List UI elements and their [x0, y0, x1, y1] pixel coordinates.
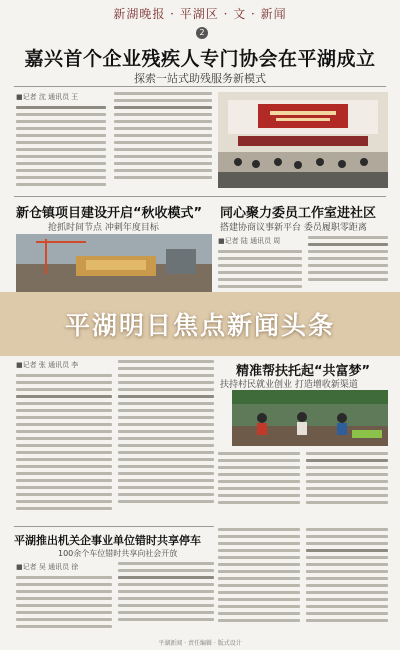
- story-column: [118, 562, 214, 636]
- construction-photo: [16, 234, 212, 292]
- story-subtitle: 搭建协商议事新平台 委员履职零距离: [220, 223, 367, 233]
- story-title: 平湖推出机关企事业单位错时共享停车: [14, 534, 201, 547]
- story-column: [218, 452, 300, 522]
- story-column: [16, 360, 112, 520]
- lead-headline: 嘉兴首个企业残疾人专门协会在平湖成立: [24, 48, 376, 70]
- byline: ■记者 张 通讯员 李: [16, 361, 79, 369]
- story-column: [218, 528, 300, 636]
- meeting-hall-image: [218, 92, 388, 188]
- headline-banner: [0, 292, 400, 356]
- market-stall-image: [232, 390, 388, 446]
- story-column: [16, 562, 112, 636]
- byline: ■记者 吴 通讯员 徐: [16, 563, 79, 571]
- construction-site-image: [16, 234, 212, 292]
- masthead: [0, 0, 400, 26]
- divider: [14, 86, 386, 87]
- story-column: [118, 360, 214, 520]
- masthead-title: 新湖晚报 · 平湖区 · 文 · 新闻: [113, 7, 287, 21]
- byline: ■记者 沈 通讯员 王: [16, 93, 79, 101]
- lead-photo: [218, 92, 388, 188]
- lead-column-2: [114, 92, 212, 192]
- banner-title: 平湖明日焦点新闻头条: [64, 311, 335, 340]
- lead-column-1: [16, 92, 106, 192]
- page-number-badge: 2: [196, 27, 208, 39]
- story-title: 新仓镇项目建设开启“秋收模式”: [16, 206, 203, 221]
- story-column: [308, 236, 388, 292]
- lead-subhead: 探索一站式助残服务新模式: [134, 72, 266, 85]
- page-footer: 平湖新闻 · 责任编辑 · 版式设计: [158, 640, 242, 647]
- story-column: [306, 452, 388, 522]
- story-subtitle: 抢抓时间节点 冲刺年度目标: [48, 223, 159, 233]
- story-column: [218, 236, 302, 292]
- story-column: [306, 528, 388, 636]
- byline: ■记者 陆 通讯员 周: [218, 237, 281, 245]
- divider: [14, 196, 386, 197]
- story-title: 精准帮扶托起“共富梦”: [236, 364, 371, 379]
- story-title: 同心聚力委员工作室进社区: [220, 206, 377, 221]
- divider: [14, 526, 214, 527]
- story-subtitle: 扶持村民就业创业 打造增收新渠道: [220, 380, 358, 390]
- market-photo: [232, 390, 388, 446]
- story-subtitle: 100余个车位错时共享向社会开放: [58, 549, 178, 558]
